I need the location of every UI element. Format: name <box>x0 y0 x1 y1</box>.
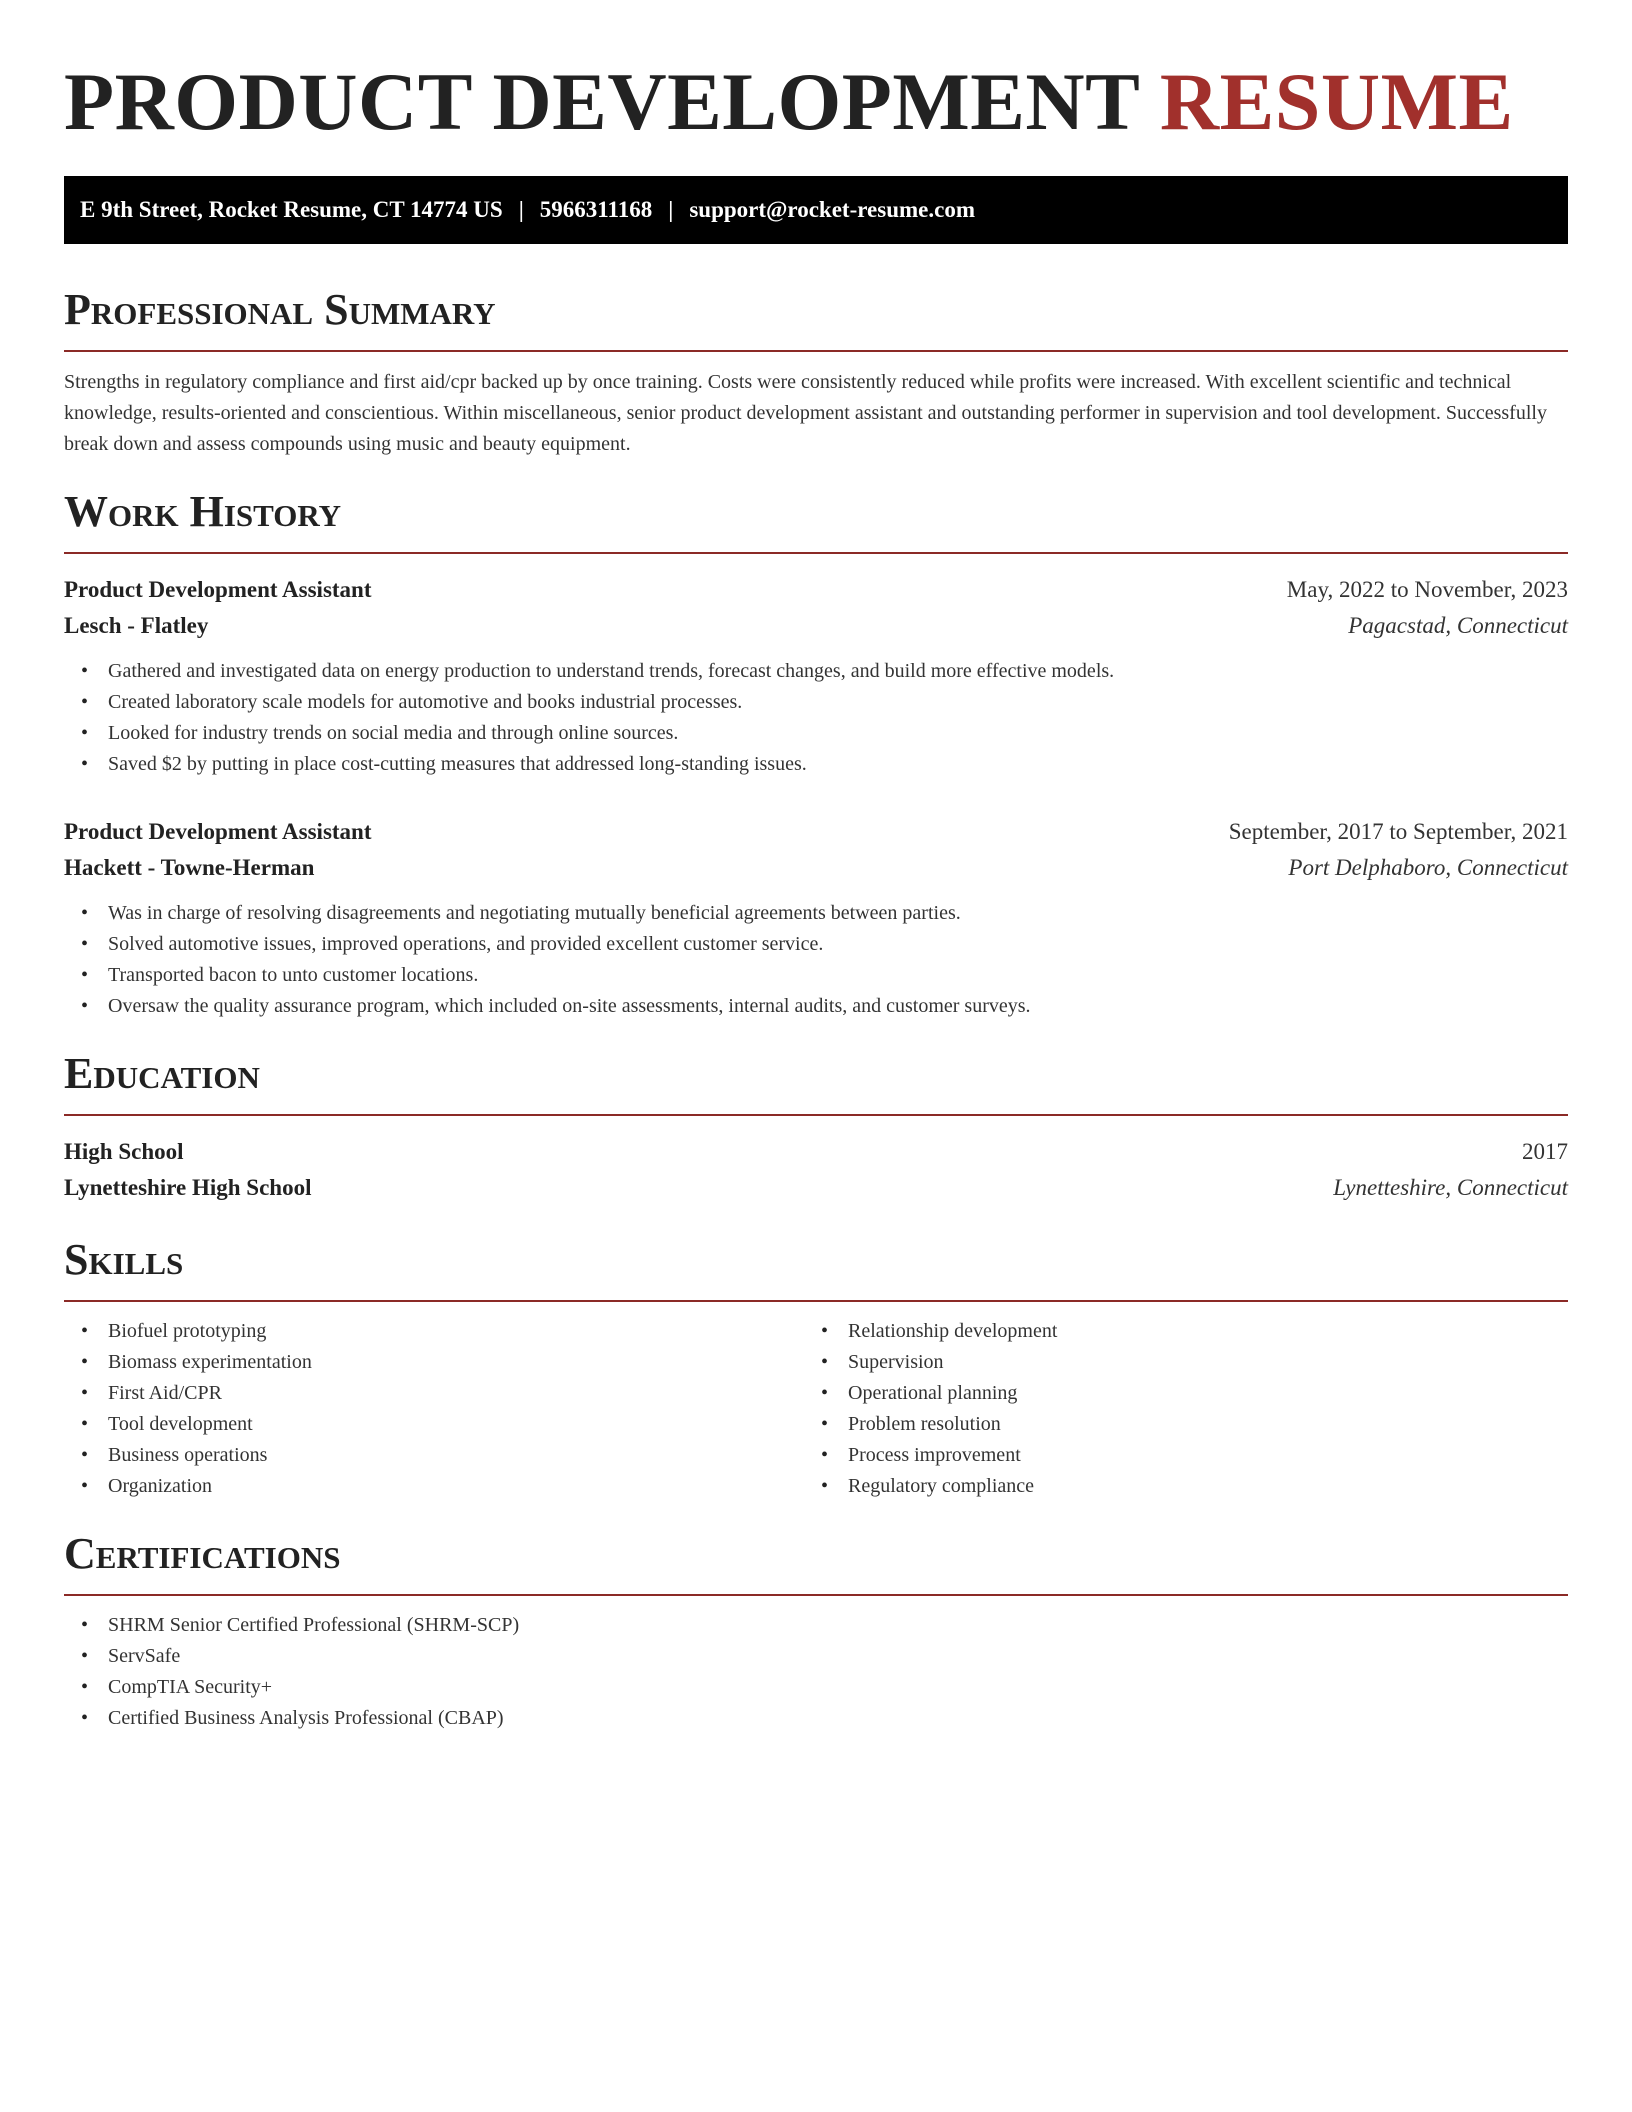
title-accent: RESUME <box>1159 56 1514 147</box>
job-title: Product Development Assistant <box>64 819 372 844</box>
title-main: PRODUCT DEVELOPMENT <box>64 56 1139 147</box>
education-degree: High School <box>64 1139 184 1164</box>
job-location: Port Delphaboro, Connecticut <box>1288 855 1568 880</box>
summary-text: Strengths in regulatory compliance and first aid/cpr backed up by once training. Costs were consistently reduced while profits were increased. With excellent scientific and technical knowledge, results-oriented and conscientious. Within miscellaneous, senior product development assistant and outstanding performer in supervision and tool development. Successfully break down and assess compounds using music and beauty equipment. <box>64 371 1547 455</box>
job-duty: • Saved $2 by putting in place cost-cutting measures that addressed long-standing issues. <box>108 749 1568 780</box>
skills-heading: Skills <box>64 1234 1568 1302</box>
job-duties-list <box>64 898 1568 1022</box>
summary-heading: Professional Summary <box>64 284 1568 352</box>
education-entry <box>64 1134 1568 1206</box>
job-company-row <box>64 850 1568 886</box>
skill-item: • Relationship development <box>848 1316 1544 1347</box>
certification-item: • CompTIA Security+ <box>108 1672 1568 1703</box>
job-company-row <box>64 608 1568 644</box>
skill-item: • First Aid/CPR <box>108 1378 804 1409</box>
skill-item: • Problem resolution <box>848 1409 1544 1440</box>
education-school: Lynetteshire High School <box>64 1175 312 1200</box>
resume-page <box>64 0 1568 1734</box>
job-duty: • Solved automotive issues, improved operations, and provided excellent customer service. <box>108 929 1568 960</box>
job-duty: • Created laboratory scale models for automotive and books industrial processes. <box>108 687 1568 718</box>
job-title: Product Development Assistant <box>64 577 372 602</box>
education-degree-row <box>64 1134 1568 1170</box>
contact-separator: | <box>668 197 674 222</box>
education-section <box>64 1048 1568 1206</box>
job-company: Hackett - Towne-Herman <box>64 855 315 880</box>
job-location: Pagacstad, Connecticut <box>1348 613 1568 638</box>
job-dates: May, 2022 to November, 2023 <box>1286 577 1568 602</box>
contact-address: E 9th Street, Rocket Resume, CT 14774 US <box>80 197 503 222</box>
skills-list <box>804 1316 1544 1502</box>
skill-item: • Regulatory compliance <box>848 1471 1544 1502</box>
job-entry <box>64 572 1568 780</box>
contact-email: support@rocket-resume.com <box>689 197 975 222</box>
job-duty: • Was in charge of resolving disagreements and negotiating mutually beneficial agreements between parties. <box>108 898 1568 929</box>
skills-column-right <box>804 1316 1544 1502</box>
work-history-heading: Work History <box>64 486 1568 554</box>
job-title-row <box>64 572 1568 608</box>
education-heading: Education <box>64 1048 1568 1116</box>
contact-phone: 5966311168 <box>539 197 653 222</box>
certification-item: • Certified Business Analysis Professional (CBAP) <box>108 1703 1568 1734</box>
skills-column-left <box>64 1316 804 1502</box>
job-duty: • Gathered and investigated data on energy production to understand trends, forecast changes, and build more effective models. <box>108 656 1568 687</box>
education-year: 2017 <box>1522 1139 1568 1164</box>
contact-bar <box>64 176 1568 244</box>
resume-title <box>64 0 1568 152</box>
certification-item: • SHRM Senior Certified Professional (SHRM-SCP) <box>108 1610 1568 1641</box>
education-location: Lynetteshire, Connecticut <box>1333 1175 1568 1200</box>
education-school-row <box>64 1170 1568 1206</box>
skill-item: • Operational planning <box>848 1378 1544 1409</box>
certifications-list <box>64 1610 1568 1734</box>
skills-list <box>64 1316 804 1502</box>
certifications-heading: Certifications <box>64 1528 1568 1596</box>
skill-item: • Supervision <box>848 1347 1544 1378</box>
job-title-row <box>64 814 1568 850</box>
skills-columns <box>64 1316 1568 1502</box>
job-company: Lesch - Flatley <box>64 613 209 638</box>
certifications-section <box>64 1528 1568 1734</box>
skill-item: • Biofuel prototyping <box>108 1316 804 1347</box>
skill-item: • Tool development <box>108 1409 804 1440</box>
skill-item: • Process improvement <box>848 1440 1544 1471</box>
job-duty: • Transported bacon to unto customer locations. <box>108 960 1568 991</box>
skill-item: • Business operations <box>108 1440 804 1471</box>
contact-separator: | <box>518 197 524 222</box>
job-duty: • Looked for industry trends on social media and through online sources. <box>108 718 1568 749</box>
work-history-section <box>64 486 1568 1022</box>
certification-item: • ServSafe <box>108 1641 1568 1672</box>
skill-item: • Biomass experimentation <box>108 1347 804 1378</box>
job-entry <box>64 814 1568 1022</box>
skill-item: • Organization <box>108 1471 804 1502</box>
skills-section <box>64 1234 1568 1502</box>
professional-summary-section <box>64 284 1568 460</box>
job-duty: • Oversaw the quality assurance program, which included on-site assessments, internal audits, and customer surveys. <box>108 991 1568 1022</box>
job-dates: September, 2017 to September, 2021 <box>1228 819 1568 844</box>
job-duties-list <box>64 656 1568 780</box>
